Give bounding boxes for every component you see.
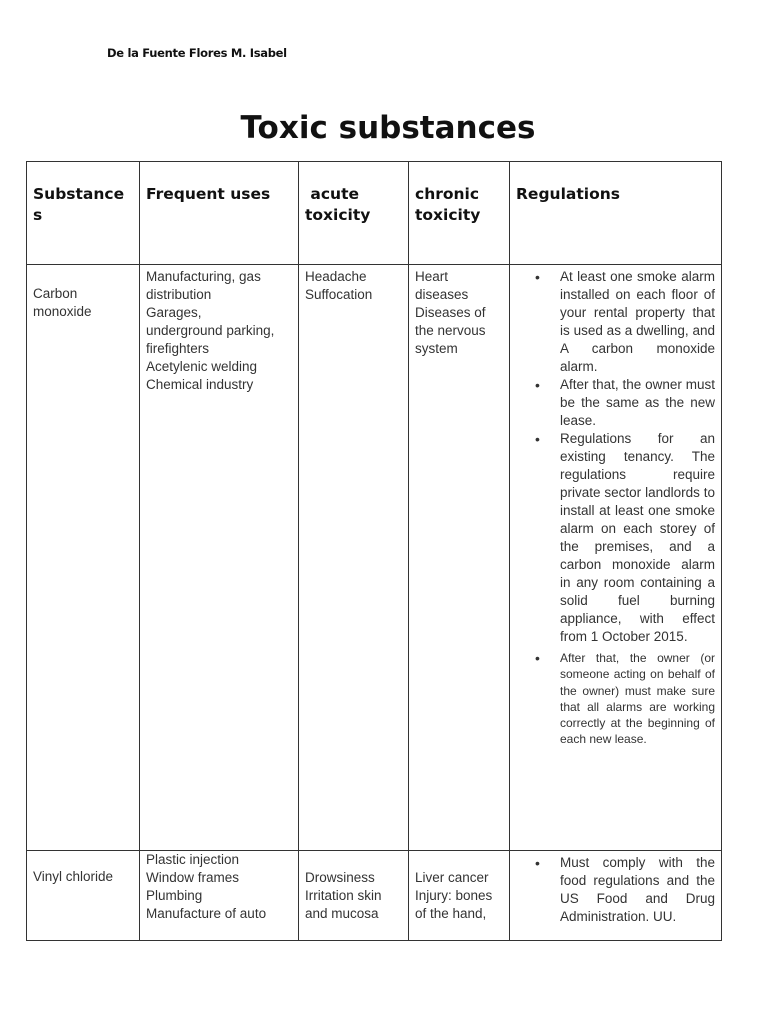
header-regulations: Regulations [510,162,722,265]
bullet-icon: • [535,377,540,393]
substance-cell: Vinyl chloride [27,851,140,941]
regulations-cell [510,265,722,851]
table-row [27,851,722,941]
chronic-toxicity-cell: Liver cancer Injury: bones of the hand, [409,851,510,941]
bullet-icon: • [535,855,540,871]
frequent-uses-cell: Plastic injection Window frames Plumbing Manufacture of auto [140,851,299,941]
list-item: • Regulations for an existing tenancy. The regulations require private sector landlords to install at least one smoke alarm on each storey of the premises, and a carbon monoxide alarm in any room containing a solid fuel burning appliance, with effect from 1 October 2015. [535,431,715,644]
table-row [27,265,722,851]
document-author: De la Fuente Flores M. Isabel [107,46,287,60]
header-chronic-toxicity: chronic toxicity [409,162,510,265]
chronic-toxicity-cell: Heart diseases Diseases of the nervous system [409,265,510,851]
bullet-icon: • [535,431,540,447]
table-header-row [27,162,722,265]
list-item: • After that, the owner (or someone acting on behalf of the owner) must make sure that all alarms are working correctly at the beginning of each new lease. [535,650,715,747]
header-substances: Substance s [27,162,140,265]
substance-cell: Carbon monoxide [27,265,140,851]
acute-toxicity-cell: Drowsiness Irritation skin and mucosa [299,851,409,941]
header-acute-toxicity: acute toxicity [299,162,409,265]
regulations-cell [510,851,722,941]
list-item: • Must comply with the food regulations and the US Food and Drug Administration. UU. [535,855,715,924]
header-frequent-uses: Frequent uses [140,162,299,265]
bullet-icon: • [535,650,540,666]
list-item: • At least one smoke alarm installed on each floor of your rental property that is used as a dwelling, and A carbon monoxide alarm. [535,269,715,374]
regulations-list [510,265,721,750]
document-title: Toxic substances [240,110,536,146]
acute-toxicity-cell: Headache Suffocation [299,265,409,851]
bullet-icon: • [535,269,540,285]
regulations-list [510,851,721,928]
toxic-substances-table [26,161,722,941]
list-item: • After that, the owner must be the same as the new lease. [535,377,715,428]
frequent-uses-cell: Manufacturing, gas distribution Garages, underground parking, firefighters Acetylenic welding Chemical industry [140,265,299,851]
